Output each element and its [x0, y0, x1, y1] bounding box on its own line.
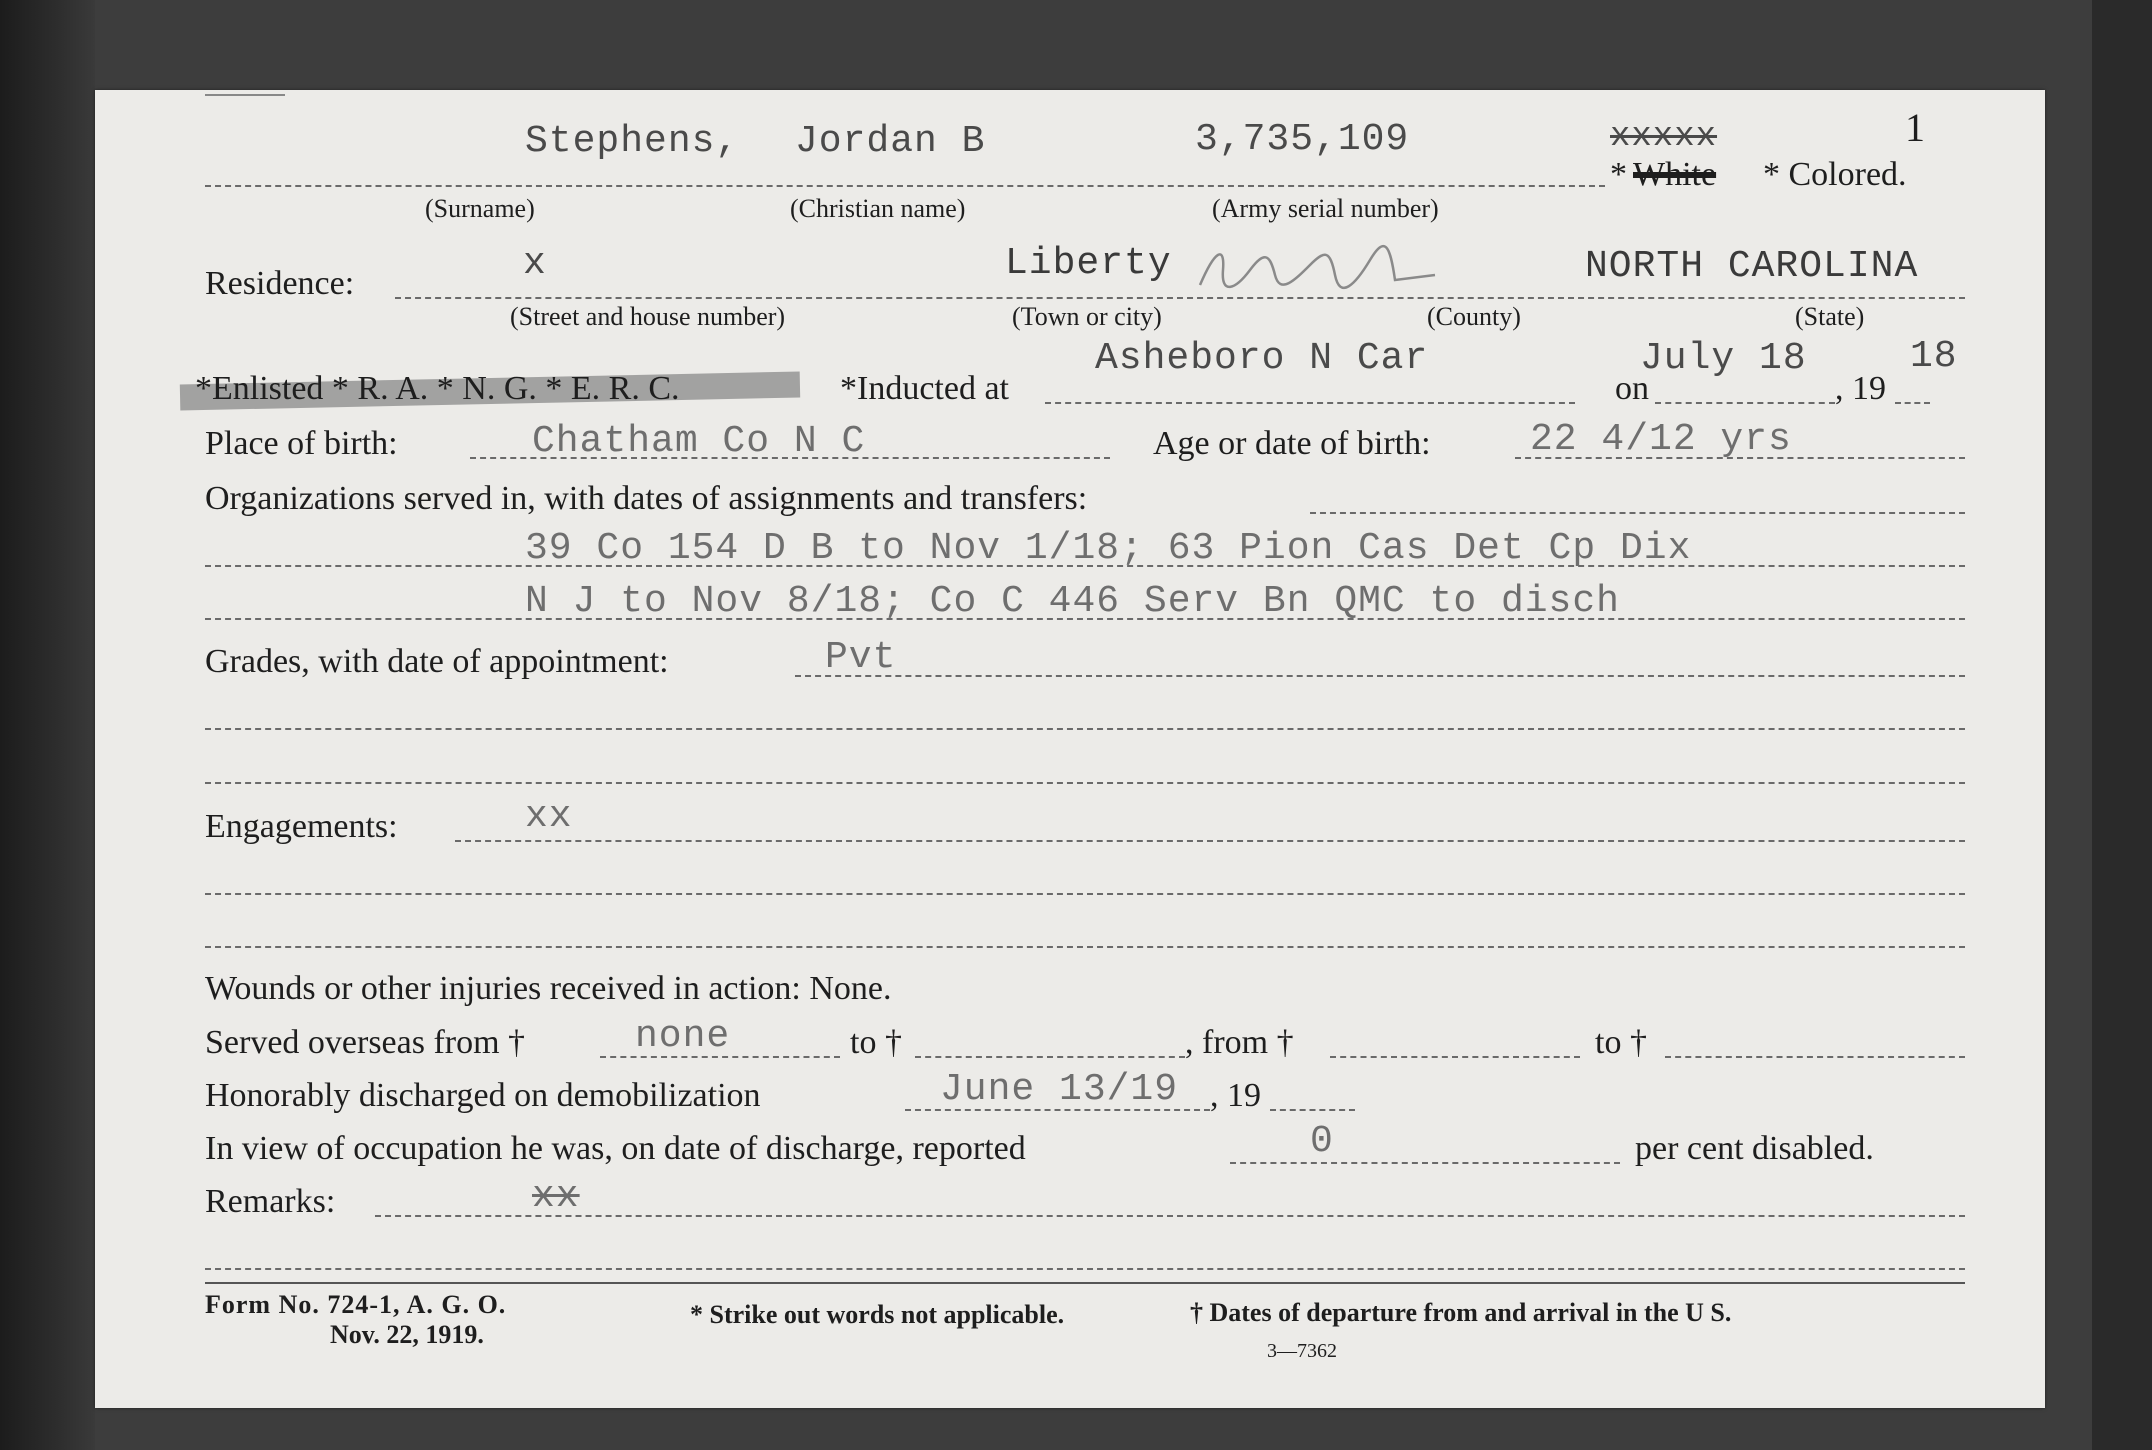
- overseas-to-line: [915, 1056, 1185, 1058]
- remarks-line-1: [205, 1268, 1965, 1270]
- inducted-line: [1045, 402, 1575, 404]
- grades-value: Pvt: [825, 636, 897, 679]
- town-value: Liberty: [1005, 242, 1172, 285]
- organizations-value-1: 39 Co 154 D B to Nov 1/18; 63 Pion Cas Det Cp Dix: [525, 527, 1692, 570]
- race-colored: * Colored.: [1763, 156, 1907, 193]
- engagements-value: xx: [525, 795, 573, 838]
- christian-name-caption: (Christian name): [790, 194, 966, 223]
- engagements-line-1: [205, 893, 1965, 895]
- birthplace-label: Place of birth:: [205, 425, 398, 462]
- serial-number-caption: (Army serial number): [1212, 194, 1439, 223]
- residence-line: [395, 297, 1965, 299]
- grades-label: Grades, with date of appointment:: [205, 643, 669, 680]
- surname-caption: (Surname): [425, 194, 535, 223]
- sheet-number: 1: [1905, 105, 1925, 150]
- street-value: x: [523, 242, 547, 285]
- discharge-label: Honorably discharged on demobilization: [205, 1077, 761, 1114]
- disabled-value: 0: [1310, 1120, 1334, 1163]
- overseas-from-value: none: [635, 1015, 731, 1058]
- grades-line-0: [795, 675, 1965, 677]
- serial-number-value: 3,735,109: [1195, 118, 1410, 161]
- engagements-line-0: [455, 840, 1965, 842]
- overseas-label: Served overseas from †: [205, 1024, 526, 1061]
- overseas-to-label: to †: [850, 1024, 902, 1061]
- residence-label: Residence:: [205, 265, 355, 302]
- wounds-label: Wounds or other injuries received in action: None.: [205, 970, 892, 1007]
- engagements-label: Engagements:: [205, 808, 398, 845]
- dates-note: † Dates of departure from and arrival in the U S.: [1190, 1298, 1732, 1327]
- overseas-to2-label: to †: [1595, 1024, 1647, 1061]
- inducted-label: *Inducted at: [840, 370, 1009, 407]
- on-label: on: [1615, 370, 1649, 407]
- race-star: *: [1610, 156, 1627, 193]
- inducted-date-value: July 18: [1640, 337, 1807, 380]
- age-value: 22 4/12 yrs: [1530, 418, 1792, 461]
- organizations-label: Organizations served in, with dates of assignments and transfers:: [205, 480, 1088, 517]
- enlisted-options: *Enlisted * R. A. * N. G. * E. R. C.: [195, 370, 680, 407]
- birthplace-value: Chatham Co N C: [532, 420, 866, 463]
- date-line: [1655, 402, 1835, 404]
- state-caption: (State): [1795, 302, 1865, 331]
- grades-line-1: [205, 728, 1965, 730]
- footer-rule: [205, 1282, 1965, 1284]
- form-date: Nov. 22, 1919.: [330, 1320, 484, 1349]
- print-code: 3—7362: [1267, 1340, 1337, 1362]
- grades-line-2: [205, 782, 1965, 784]
- scan-background-right: [2092, 0, 2152, 1450]
- remarks-label: Remarks:: [205, 1183, 336, 1220]
- race-white-struck: White: [1633, 156, 1717, 193]
- remarks-value: xx: [532, 1175, 580, 1218]
- christian-name-value: Jordan B: [795, 120, 986, 163]
- age-label: Age or date of birth:: [1153, 425, 1431, 462]
- form-number: Form No. 724-1, A. G. O.: [205, 1290, 507, 1319]
- overseas-from2-line: [1330, 1056, 1580, 1058]
- surname-value: Stephens,: [525, 120, 740, 163]
- town-caption: (Town or city): [1012, 302, 1162, 331]
- remarks-line-0: [375, 1215, 1965, 1217]
- race-strike-value: xxxxx: [1610, 118, 1718, 156]
- county-caption: (County): [1427, 302, 1521, 331]
- overseas-to2-line: [1665, 1056, 1965, 1058]
- inducted-value: Asheboro N Car: [1095, 337, 1429, 380]
- county-handwriting: [1195, 240, 1455, 300]
- discharge-value: June 13/19: [940, 1068, 1179, 1111]
- strike-note: * Strike out words not applicable.: [690, 1300, 1065, 1329]
- occupation-label: In view of occupation he was, on date of discharge, reported: [205, 1130, 1026, 1167]
- disabled-suffix: per cent disabled.: [1635, 1130, 1874, 1167]
- year-line: [1895, 402, 1930, 404]
- service-record-card: [95, 90, 2045, 1408]
- overseas-from2-label: , from †: [1185, 1024, 1294, 1061]
- discharge-year-prefix: , 19: [1210, 1077, 1261, 1114]
- disabled-line: [1230, 1162, 1620, 1164]
- street-caption: (Street and house number): [510, 302, 786, 331]
- name-line: [205, 185, 1605, 187]
- organizations-line-0: [1310, 512, 1965, 514]
- year-prefix: , 19: [1835, 370, 1886, 407]
- scan-background-left: [0, 0, 95, 1450]
- inducted-year-value: 18: [1910, 335, 1958, 378]
- top-edge-mark: [205, 94, 285, 96]
- state-value: NORTH CAROLINA: [1585, 245, 1919, 288]
- discharge-year-line: [1270, 1109, 1355, 1111]
- organizations-value-2: N J to Nov 8/18; Co C 446 Serv Bn QMC to disch: [525, 580, 1620, 623]
- engagements-line-2: [205, 946, 1965, 948]
